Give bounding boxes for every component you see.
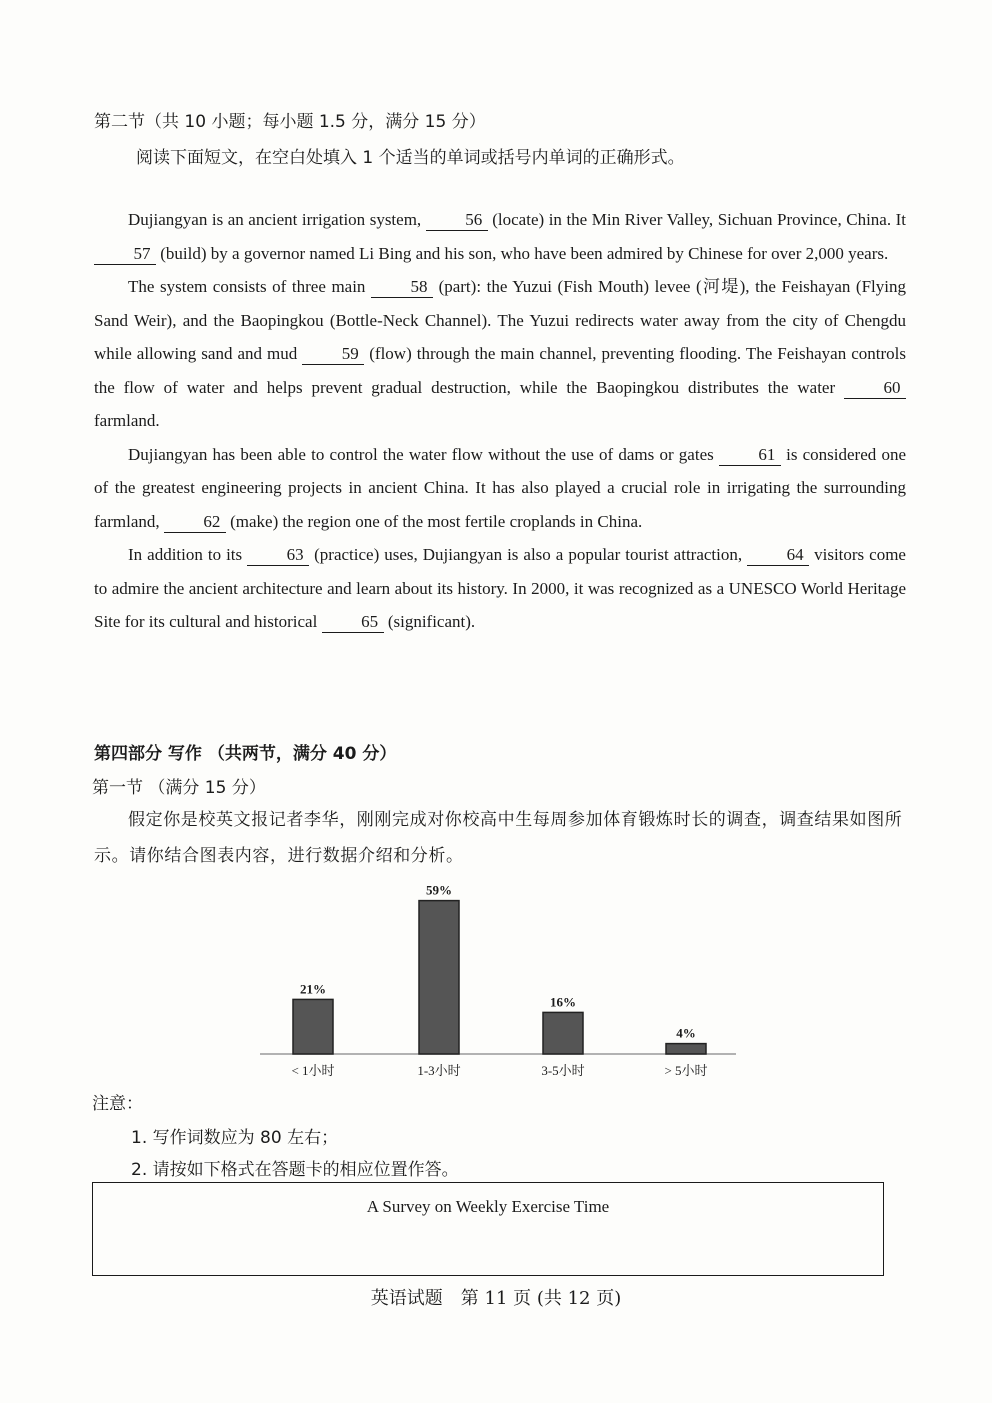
passage-text: (build) by a governor named Li Bing and his son, who have been admired by Chinese for over 2,000 years. bbox=[156, 243, 889, 263]
passage-text: Dujiangyan is an ancient irrigation system, bbox=[128, 210, 426, 229]
bar-1 bbox=[293, 999, 333, 1054]
passage-paragraph-3 bbox=[94, 438, 906, 539]
passage-paragraph-4 bbox=[94, 538, 906, 639]
passage-text: is considered one of the greatest engineering projects in ancient China. It has also played a crucial role in irrigating the surrounding farmland, bbox=[94, 444, 906, 531]
category-label-4: > 5小时 bbox=[664, 1063, 708, 1078]
note-item-2: 2. 请按如下格式在答题卡的相应位置作答。 bbox=[131, 1160, 459, 1180]
section2-heading: 第二节（共 10 小题；每小题 1.5 分，满分 15 分） bbox=[94, 112, 486, 132]
blank-63: 63 bbox=[247, 545, 309, 566]
passage-text: (locate) in the Min River Valley, Sichuan Province, China. It bbox=[487, 210, 907, 229]
passage-paragraph-2 bbox=[94, 270, 906, 438]
passage-text: The system consists of three main bbox=[128, 277, 371, 296]
blank-58: 58 bbox=[371, 277, 433, 298]
notes-heading: 注意： bbox=[92, 1094, 143, 1114]
blank-62: 62 bbox=[164, 512, 226, 533]
exercise-time-chart bbox=[250, 873, 740, 1092]
bar-3 bbox=[543, 1012, 583, 1054]
blank-61: 61 bbox=[719, 445, 781, 466]
cloze-passage bbox=[94, 203, 906, 639]
passage-text: farmland. bbox=[94, 411, 160, 430]
page-footer: 英语试题 第 11 页 (共 12 页) bbox=[370, 1288, 622, 1309]
passage-text: (significant). bbox=[383, 612, 476, 631]
bar-value-label-3: 16% bbox=[550, 994, 576, 1010]
category-label-2: 1-3小时 bbox=[417, 1063, 461, 1078]
section2-instruction: 阅读下面短文，在空白处填入 1 个适当的单词或括号内单词的正确形式。 bbox=[136, 148, 685, 168]
passage-text: (make) the region one of the most fertile croplands in China. bbox=[225, 511, 643, 531]
category-label-3: 3-5小时 bbox=[541, 1063, 585, 1078]
answer-box bbox=[92, 1182, 884, 1276]
blank-59: 59 bbox=[302, 344, 364, 365]
writing-task bbox=[94, 802, 906, 874]
passage-text: (practice) uses, Dujiangyan is also a popular tourist attraction, bbox=[309, 545, 748, 564]
bar-4 bbox=[666, 1044, 706, 1054]
bar-chart-svg bbox=[250, 873, 740, 1088]
bar-value-label-4: 4% bbox=[676, 1025, 696, 1041]
bar-2 bbox=[419, 901, 459, 1054]
bar-value-label-1: 21% bbox=[300, 981, 326, 997]
writing-section1-heading: 第一节 （满分 15 分） bbox=[92, 778, 266, 798]
part4-heading: 第四部分 写作 （共两节，满分 40 分） bbox=[94, 744, 397, 764]
blank-65: 65 bbox=[322, 612, 384, 633]
passage-text: (flow) through the main channel, preventing flooding. The Feishayan controls the flow of water and helps prevent gradual destruction, while the Baopingkou distributes the water bbox=[94, 344, 906, 397]
passage-text: In addition to its bbox=[128, 545, 248, 564]
bar-value-label-2: 59% bbox=[426, 882, 452, 898]
blank-60: 60 bbox=[844, 378, 906, 399]
note-item-1: 1. 写作词数应为 80 左右； bbox=[131, 1128, 339, 1148]
answer-box-title: A Survey on Weekly Exercise Time bbox=[366, 1197, 610, 1216]
passage-text: (part): the Yuzui (Fish Mouth) levee (河堤), the Feishayan (Flying Sand Weir), and the Baopingkou (Bottle-Neck Channel). The Yuzui redirects water away from the city of Chengdu while allowing sand and mud bbox=[94, 277, 906, 363]
passage-paragraph-1 bbox=[94, 203, 906, 270]
blank-56: 56 bbox=[426, 210, 488, 231]
blank-57: 57 bbox=[94, 244, 156, 265]
passage-text: Dujiangyan has been able to control the water flow without the use of dams or gates bbox=[128, 444, 719, 464]
blank-64: 64 bbox=[747, 545, 809, 566]
category-label-1: < 1小时 bbox=[291, 1063, 335, 1078]
writing-task-text: 假定你是校英文报记者李华，刚刚完成对你校高中生每周参加体育锻炼时长的调查，调查结果如图所示。请你结合图表内容，进行数据介绍和分析。 bbox=[94, 810, 903, 866]
passage-text: visitors come to admire the ancient architecture and learn about its history. In 2000, it was recognized as a UNESCO World Heritage Site for its cultural and historical bbox=[94, 545, 906, 631]
